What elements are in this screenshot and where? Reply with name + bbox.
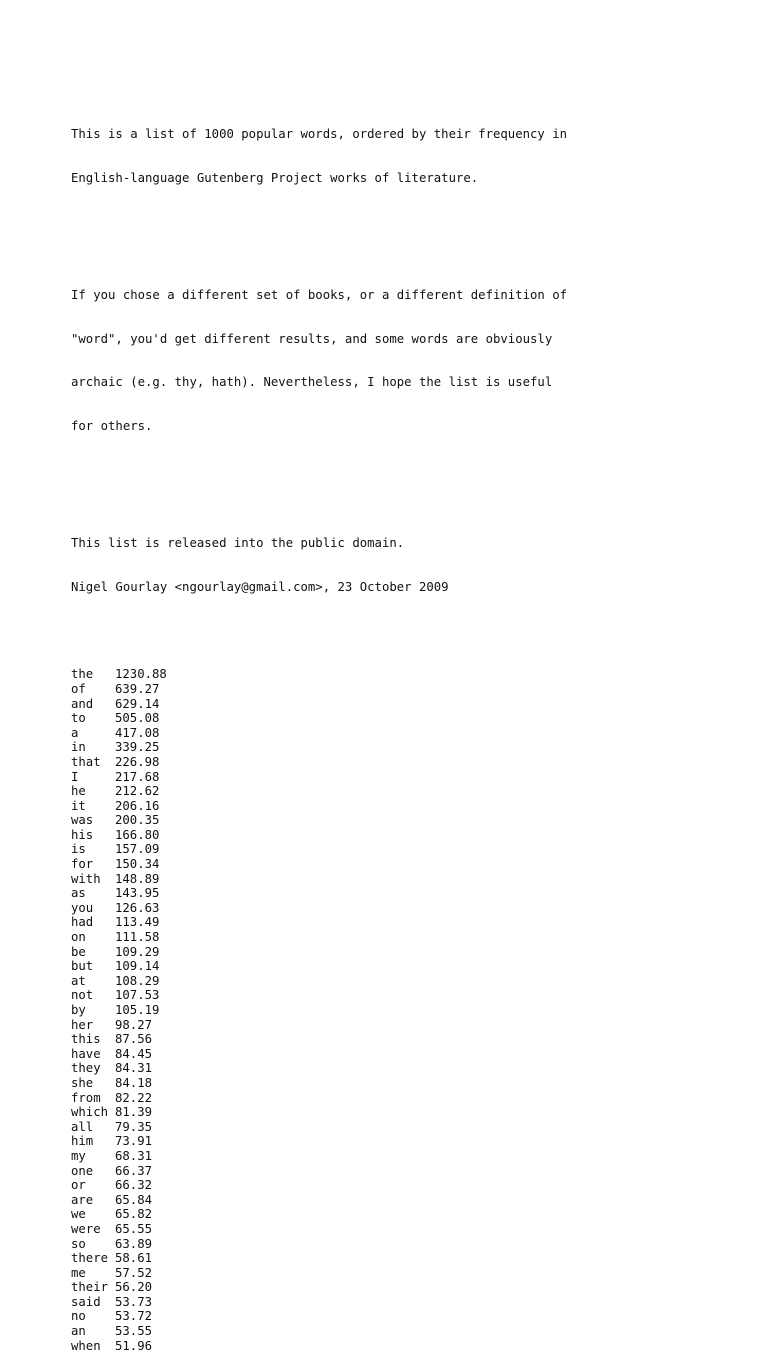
word-frequency: 56.20 — [115, 1280, 153, 1295]
word-frequency-list — [71, 667, 567, 1353]
word-row — [71, 915, 567, 930]
word-frequency: 226.98 — [115, 754, 160, 769]
word-text: him — [71, 1134, 94, 1149]
word-row — [71, 813, 567, 828]
word-frequency: 98.27 — [115, 1017, 153, 1032]
note-paragraph — [71, 259, 567, 463]
word-text: I — [71, 769, 79, 784]
word-row — [71, 1237, 567, 1252]
word-row — [71, 857, 567, 872]
word-frequency: 339.25 — [115, 740, 160, 755]
word-row — [71, 1061, 567, 1076]
word-frequency: 166.80 — [115, 827, 160, 842]
intro-line: This is a list of 1000 popular words, ordered by their frequency in — [71, 127, 568, 142]
word-row — [71, 799, 567, 814]
word-row — [71, 1193, 567, 1208]
word-frequency: 73.91 — [115, 1134, 153, 1149]
word-text: at — [71, 973, 86, 988]
word-frequency: 81.39 — [115, 1105, 153, 1120]
word-text: she — [71, 1075, 94, 1090]
document-page — [71, 69, 567, 1368]
word-frequency: 200.35 — [115, 813, 160, 828]
word-row — [71, 1134, 567, 1149]
word-text: not — [71, 988, 94, 1003]
word-row — [71, 770, 567, 785]
word-row — [71, 1178, 567, 1193]
word-row — [71, 1207, 567, 1222]
word-frequency: 505.08 — [115, 711, 160, 726]
word-text: he — [71, 784, 86, 799]
author-line: Nigel Gourlay <ngourlay@gmail.com>, 23 October 2009 — [71, 579, 449, 594]
word-frequency: 53.73 — [115, 1294, 153, 1309]
note-line: archaic (e.g. thy, hath). Nevertheless, I hope the list is useful — [71, 375, 553, 390]
word-row — [71, 1280, 567, 1295]
word-row — [71, 667, 567, 682]
word-row — [71, 988, 567, 1003]
intro-paragraph — [71, 98, 567, 215]
word-frequency: 57.52 — [115, 1265, 153, 1280]
word-text: with — [71, 871, 101, 886]
word-row — [71, 872, 567, 887]
word-text: me — [71, 1265, 86, 1280]
word-frequency: 148.89 — [115, 871, 160, 886]
word-text: which — [71, 1105, 109, 1120]
word-frequency: 84.31 — [115, 1061, 153, 1076]
word-text: there — [71, 1251, 109, 1266]
word-frequency: 1230.88 — [115, 667, 167, 682]
word-text: from — [71, 1090, 101, 1105]
word-frequency: 87.56 — [115, 1032, 153, 1047]
word-row — [71, 1266, 567, 1281]
word-row — [71, 1105, 567, 1120]
word-frequency: 639.27 — [115, 681, 160, 696]
word-text: her — [71, 1017, 94, 1032]
word-text: the — [71, 667, 94, 682]
word-frequency: 53.72 — [115, 1309, 153, 1324]
word-text: said — [71, 1294, 101, 1309]
word-row — [71, 1047, 567, 1062]
word-text: their — [71, 1280, 109, 1295]
word-text: to — [71, 711, 86, 726]
word-frequency: 217.68 — [115, 769, 160, 784]
word-text: is — [71, 842, 86, 857]
word-text: but — [71, 959, 94, 974]
word-text: they — [71, 1061, 101, 1076]
word-text: as — [71, 886, 86, 901]
word-text: we — [71, 1207, 86, 1222]
word-row — [71, 697, 567, 712]
word-text: of — [71, 681, 86, 696]
word-text: an — [71, 1324, 86, 1339]
word-frequency: 629.14 — [115, 696, 160, 711]
word-frequency: 58.61 — [115, 1251, 153, 1266]
word-frequency: 126.63 — [115, 900, 160, 915]
word-text: that — [71, 754, 101, 769]
word-text: were — [71, 1221, 101, 1236]
word-frequency: 206.16 — [115, 798, 160, 813]
note-line: If you chose a different set of books, or a different definition of — [71, 287, 568, 302]
word-row — [71, 1003, 567, 1018]
word-row — [71, 755, 567, 770]
note-line: "word", you'd get different results, and some words are obviously — [71, 331, 553, 346]
word-text: on — [71, 930, 86, 945]
word-text: was — [71, 813, 94, 828]
word-text: have — [71, 1046, 101, 1061]
word-frequency: 51.96 — [115, 1338, 153, 1353]
word-frequency: 109.29 — [115, 944, 160, 959]
word-frequency: 84.18 — [115, 1075, 153, 1090]
word-text: this — [71, 1032, 101, 1047]
word-text: and — [71, 696, 94, 711]
word-row — [71, 1091, 567, 1106]
word-text: for — [71, 857, 94, 872]
word-frequency: 212.62 — [115, 784, 160, 799]
word-row — [71, 930, 567, 945]
word-row — [71, 974, 567, 989]
word-row — [71, 842, 567, 857]
word-text: no — [71, 1309, 86, 1324]
word-row — [71, 1339, 567, 1354]
word-text: a — [71, 725, 79, 740]
word-frequency: 84.45 — [115, 1046, 153, 1061]
word-row — [71, 1032, 567, 1047]
word-frequency: 105.19 — [115, 1003, 160, 1017]
word-frequency: 82.22 — [115, 1090, 153, 1105]
word-row — [71, 1309, 567, 1324]
word-frequency: 65.55 — [115, 1221, 153, 1236]
word-text: in — [71, 740, 86, 755]
word-text: it — [71, 798, 86, 813]
license-line: This list is released into the public domain. — [71, 536, 405, 550]
word-text: are — [71, 1192, 94, 1207]
word-frequency: 109.14 — [115, 959, 160, 974]
word-row — [71, 740, 567, 755]
word-row — [71, 1149, 567, 1164]
word-frequency: 66.32 — [115, 1178, 153, 1193]
word-frequency: 65.82 — [115, 1207, 153, 1222]
word-row — [71, 1251, 567, 1266]
word-frequency: 113.49 — [115, 915, 160, 930]
word-frequency: 150.34 — [115, 857, 160, 872]
word-row — [71, 901, 567, 916]
word-text: by — [71, 1003, 86, 1017]
word-frequency: 143.95 — [115, 886, 160, 901]
word-row — [71, 828, 567, 843]
word-text: had — [71, 915, 94, 930]
word-row — [71, 711, 567, 726]
word-frequency: 157.09 — [115, 842, 160, 857]
word-row — [71, 1295, 567, 1310]
license-paragraph — [71, 507, 567, 624]
word-row — [71, 726, 567, 741]
word-frequency: 108.29 — [115, 973, 160, 988]
word-text: so — [71, 1236, 86, 1251]
word-frequency: 63.89 — [115, 1236, 153, 1251]
word-text: one — [71, 1163, 94, 1178]
word-frequency: 65.84 — [115, 1192, 153, 1207]
word-row — [71, 886, 567, 901]
word-frequency: 66.37 — [115, 1163, 153, 1178]
word-row — [71, 784, 567, 799]
word-frequency: 107.53 — [115, 988, 160, 1003]
word-text: his — [71, 827, 94, 842]
word-row — [71, 682, 567, 697]
word-text: be — [71, 944, 86, 959]
word-row — [71, 1076, 567, 1091]
word-frequency: 417.08 — [115, 725, 160, 740]
intro-line: English-language Gutenberg Project works of literature. — [71, 171, 479, 186]
word-frequency: 111.58 — [115, 930, 160, 945]
word-text: all — [71, 1119, 94, 1134]
word-text: when — [71, 1338, 101, 1353]
word-row — [71, 1018, 567, 1033]
word-row — [71, 1120, 567, 1135]
word-row — [71, 1324, 567, 1339]
word-text: or — [71, 1178, 86, 1193]
word-text: you — [71, 900, 94, 915]
note-line: for others. — [71, 419, 153, 434]
word-row — [71, 945, 567, 960]
word-text: my — [71, 1148, 86, 1163]
word-frequency: 79.35 — [115, 1119, 153, 1134]
word-row — [71, 1222, 567, 1237]
word-row — [71, 1164, 567, 1179]
word-row — [71, 959, 567, 974]
word-frequency: 53.55 — [115, 1324, 153, 1339]
word-frequency: 68.31 — [115, 1148, 153, 1163]
